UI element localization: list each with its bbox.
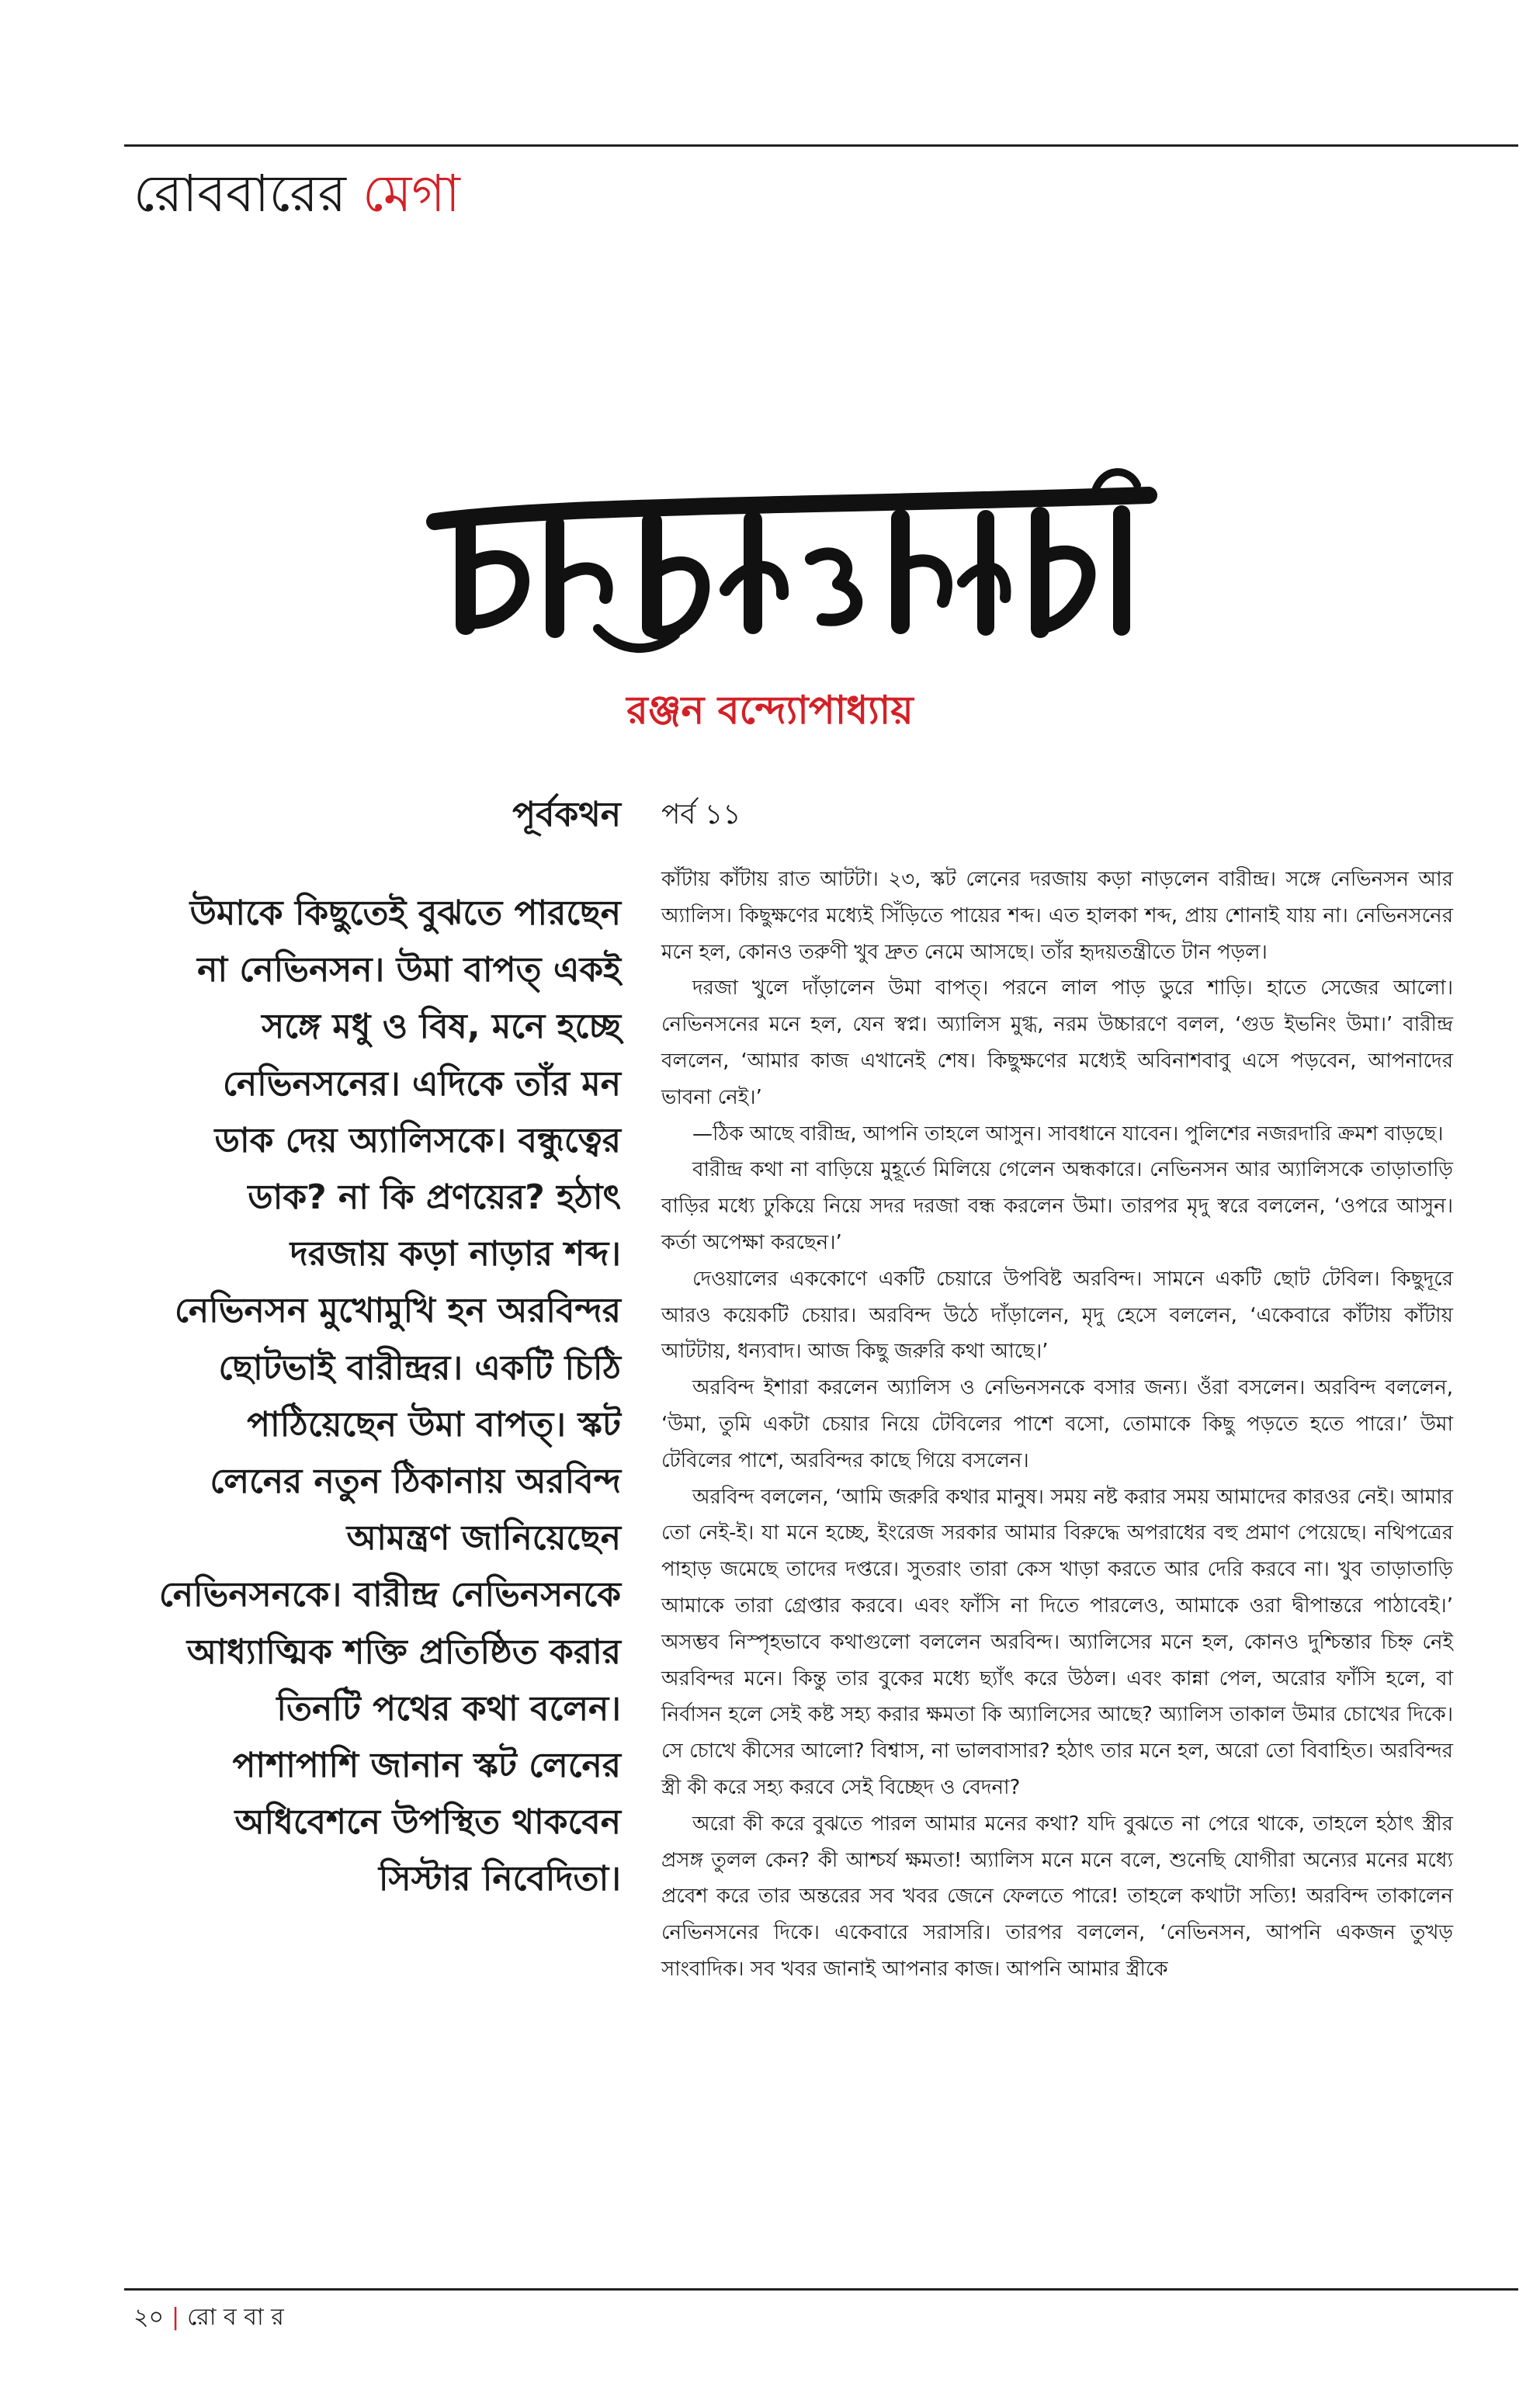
section-label-accent: মেগা	[362, 164, 460, 224]
bottom-rule	[124, 2288, 1518, 2291]
author-name: রঞ্জন বন্দ্যোপাধ্যায়	[626, 688, 914, 733]
section-label	[134, 159, 460, 229]
title-calligraphy	[419, 450, 1164, 660]
prelude-heading: পূর্বকথন	[512, 795, 621, 834]
page-number: ২০	[134, 2304, 165, 2331]
episode-label: পর্ব ১১	[661, 799, 741, 831]
top-rule	[124, 144, 1518, 147]
story-paragraph: অরবিন্দ বললেন, ‘আমি জরুরি কথার মানুষ। সময় নষ্ট করার সময় আমাদের কারওর নেই। আমার তো নেই-ই। যা মনে হচ্ছে, ইংরেজ সরকার আমার বিরুদ্ধে অপরাধের বহু প্রমাণ পেয়েছে। নথিপত্রের পাহাড় জমেছে তাদের দপ্তরে। সুতরাং তারা কেস খাড়া করতে আর দেরি করবে না। খুব তাড়াতাড়ি আমাকে তারা গ্রেপ্তার করবে। এবং ফাঁসি না দিতে পারলেও, আমাকে ওরা দ্বীপান্তরে পাঠাবেই।’ অসম্ভব নিস্পৃহভাবে কথাগুলো বললেন অরবিন্দ। অ্যালিসের মনে হল, কোনও দুশ্চিন্তার চিহ্ন নেই অরবিন্দর মনে। কিন্তু তার বুকের মধ্যে ছ্যাঁৎ করে উঠল। এবং কান্না পেল, অরোর ফাঁসি হলে, বা নির্বাসন হলে সেই কষ্ট সহ্য করার ক্ষমতা কি অ্যালিসের আছে? অ্যালিস তাকাল উমার চোখের দিকে। সে চোখে কীসের আলো? বিশ্বাস, না ভালবাসার? হঠাৎ তার মনে হল, অরো তো বিবাহিত। অরবিন্দর স্ত্রী কী করে সহ্য করবে সেই বিচ্ছেদ ও বেদনা?	[661, 1485, 1453, 1799]
title-text: বন্দুক ও সন্ন্যাসী	[419, 450, 425, 451]
footer-separator: |	[172, 2304, 180, 2331]
story-paragraph: —ঠিক আছে বারীন্দ্র, আপনি তাহলে আসুন। সাবধানে যাবেন। পুলিশের নজরদারি ক্রমশ বাড়ছে।	[692, 1122, 1444, 1146]
story-body	[661, 862, 1453, 1988]
prelude-summary: উমাকে কিছুতেই বুঝতে পারছেন না নেভিনসন। উমা বাপত্ একই সঙ্গে মধু ও বিষ, মনে হচ্ছে নেভিনসনের। এদিকে তাঁর মন ডাক দেয় অ্যালিসকে। বন্ধুত্বের ডাক? না কি প্রণয়ের? হঠাৎ দরজায় কড়া নাড়ার শব্দ। নেভিনসন মুখোমুখি হন অরবিন্দর ছোটভাই বারীন্দ্রর। একটি চিঠি পাঠিয়েছেন উমা বাপত্। স্কট লেনের নতুন ঠিকানায় অরবিন্দ আমন্ত্রণ জানিয়েছেন নেভিনসনকে। বারীন্দ্র নেভিনসনকে আধ্যাত্মিক শক্তি প্রতিষ্ঠিত করার তিনটি পথের কথা বলেন। পাশাপাশি জানান স্কট লেনের অধিবেশনে উপস্থিত থাকবেন সিস্টার নিবেদিতা।	[158, 893, 621, 1899]
story-paragraph: অরবিন্দ ইশারা করলেন অ্যালিস ও নেভিনসনকে বসার জন্য। ওঁরা বসলেন। অরবিন্দ বললেন, ‘উমা, তুমি একটা চেয়ার নিয়ে টেবিলের পাশে বসো, তোমাকে কিছু পড়তে হতে পারে।’ উমা টেবিলের পাশে, অরবিন্দর কাছে গিয়ে বসলেন।	[661, 1376, 1453, 1472]
page-footer	[134, 2301, 284, 2335]
section-label-prefix: রোববারের	[134, 164, 346, 224]
magazine-name: রো ব বা র	[187, 2304, 284, 2331]
story-paragraph: বারীন্দ্র কথা না বাড়িয়ে মুহূর্তে মিলিয়ে গেলেন অন্ধকারে। নেভিনসন আর অ্যালিসকে তাড়াতাড়ি বাড়ির মধ্যে ঢুকিয়ে নিয়ে সদর দরজা বন্ধ করলেন উমা। তারপর মৃদু স্বরে বললেন, ‘ওপরে আসুন। কর্তা অপেক্ষা করছেন।’	[661, 1158, 1453, 1254]
story-paragraph: দেওয়ালের এককোণে একটি চেয়ারে উপবিষ্ট অরবিন্দ। সামনে একটি ছোট টেবিল। কিছুদূরে আরও কয়েকটি চেয়ার। অরবিন্দ উঠে দাঁড়ালেন, মৃদু হেসে বললেন, ‘একেবারে কাঁটায় কাঁটায় আটটায়, ধন্যবাদ। আজ কিছু জরুরি কথা আছে।’	[661, 1267, 1453, 1364]
story-paragraph: দরজা খুলে দাঁড়ালেন উমা বাপত্। পরনে লাল পাড় ডুরে শাড়ি। হাতে সেজের আলো। নেভিনসনের মনে হল, যেন স্বপ্ন। অ্যালিস মুগ্ধ, নরম উচ্চারণে বলল, ‘গুড ইভনিং উমা।’ বারীন্দ্র বললেন, ‘আমার কাজ এখানেই শেষ। কিছুক্ষণের মধ্যেই অবিনাশবাবু এসে পড়বেন, আপনাদের ভাবনা নেই।’	[661, 976, 1453, 1109]
story-paragraph: অরো কী করে বুঝতে পারল আমার মনের কথা? যদি বুঝতে না পেরে থাকে, তাহলে হঠাৎ স্ত্রীর প্রসঙ্গ তুলল কেন? কী আশ্চর্য ক্ষমতা! অ্যালিস মনে মনে বলে, শুনেছি যোগীরা অন্যের মনের মধ্যে প্রবেশ করে তার অন্তরের সব খবর জেনে ফেলতে পারে! তাহলে কথাটা সত্যি! অরবিন্দ তাকালেন নেভিনসনের দিকে। একেবারে সরাসরি। তারপর বললেন, ‘নেভিনসন, আপনি একজন তুখড় সাংবাদিক। সব খবর জানাই আপনার কাজ। আপনি আমার স্ত্রীকে	[661, 1812, 1453, 1981]
story-paragraph: কাঁটায় কাঁটায় রাত আটটা। ২৩, স্কট লেনের দরজায় কড়া নাড়লেন বারীন্দ্র। সঙ্গে নেভিনসন আর অ্যালিস। কিছুক্ষণের মধ্যেই সিঁড়িতে পায়ের শব্দ। এত হালকা শব্দ, প্রায় শোনাই যায় না। নেভিনসনের মনে হল, কোনও তরুণী খুব দ্রুত নেমে আসছে। তাঁর হৃদয়তন্ত্রীতে টান পড়ল।	[661, 868, 1453, 964]
